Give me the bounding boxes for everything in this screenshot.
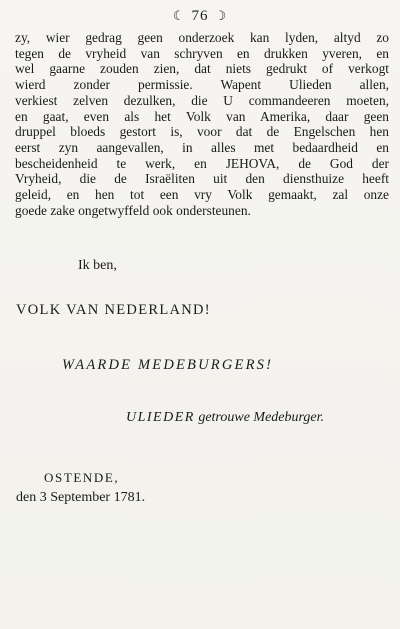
place-ostende: OSTENDE,	[44, 470, 120, 485]
text-line: geleid, en hen tot een vry Volk gemaakt, zal onze	[15, 187, 389, 203]
text-line: bescheidenheid te werk, en JEHOVA, de God der	[15, 155, 389, 171]
text-line: en gaat, even als het Volk van Amerika, daar geen	[15, 108, 389, 124]
right-ornament-icon: ☽	[214, 8, 228, 23]
text-line: wel gaarne zouden zien, dat niets gedrukt of verkogt	[15, 61, 389, 77]
page-number: 76	[191, 8, 209, 24]
text-line: wierd zonder permissie. Wapent Ulieden allen,	[15, 77, 389, 93]
text-line: druppel bloeds gestort is, voor dat de Engelschen hen	[15, 124, 389, 140]
address-volk-van-nederland: VOLK VAN NEDERLAND!	[16, 302, 211, 318]
left-ornament-icon: ☾	[172, 8, 186, 23]
text-line: goede zake ongetwyffeld ook ondersteunen.	[15, 202, 251, 218]
date-line: den 3 September 1781.	[16, 490, 146, 505]
text-line: zy, wier gedrag geen onderzoek kan lyden, altyd zo	[15, 30, 389, 45]
text-line: verkiest zelven dezulken, die U commandeeren moeten,	[15, 92, 389, 108]
closing-ik-ben: Ik ben,	[78, 258, 117, 273]
signature-rest: getrouwe Medeburger.	[194, 410, 325, 425]
salutation-waarde-medeburgers: WAARDE MEDEBURGERS!	[62, 357, 274, 373]
page-header	[0, 8, 400, 25]
signature-caps: ULIEDER	[126, 410, 195, 425]
text-line: tegen de vryheid van schryven en drukken yveren, en	[15, 45, 389, 61]
text-line: Vryheid, die de Israëliten uit den diensthuize heeft	[15, 171, 389, 187]
text-line: eerst zyn aangevallen, in alles met bedaardheid en	[15, 139, 389, 155]
signature-line	[126, 410, 324, 426]
body-paragraph	[15, 30, 389, 218]
